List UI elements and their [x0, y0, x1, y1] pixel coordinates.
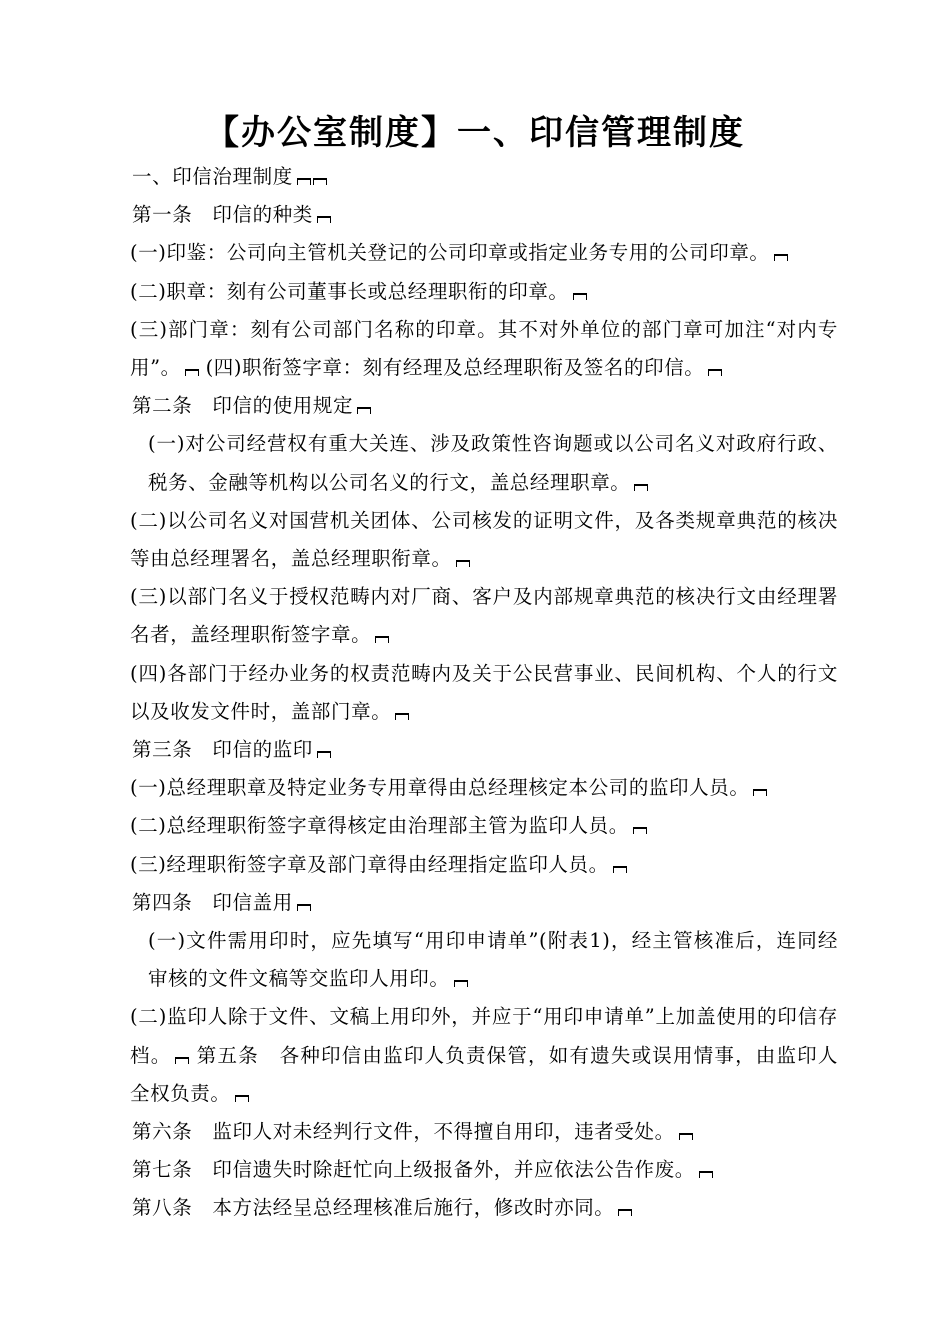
paragraph-mark-icon — [699, 1171, 713, 1178]
paragraph-mark-icon — [297, 178, 311, 185]
paragraph-mark-icon — [357, 407, 371, 414]
document-paragraph — [116, 998, 838, 1113]
paragraph-text: (三)部门章：刻有公司部门名称的印章。其不对外单位的部门章可加注“对内专用”。 — [130, 317, 838, 380]
paragraph-text: (四)职衔签字章：刻有经理及总经理职衔及签名的印信。 — [198, 356, 705, 380]
paragraph-mark-icon — [774, 254, 788, 261]
paragraph-text: 第八条 本方法经呈总经理核准后施行，修改时亦同。 — [132, 1196, 615, 1220]
paragraph-mark-icon — [679, 1133, 693, 1140]
document-title: 【办公室制度】一、印信管理制度 — [205, 113, 745, 153]
paragraph-mark-icon — [456, 560, 470, 567]
paragraph-mark-icon — [633, 827, 647, 834]
document-paragraph — [116, 1189, 838, 1227]
paragraph-mark-icon — [235, 1095, 249, 1102]
document-paragraph — [116, 846, 838, 884]
paragraph-mark-icon — [395, 713, 409, 720]
paragraph-text: 第五条 各种印信由监印人负责保管，如有遗失或误用情事，由监印人全权负责。 — [130, 1043, 838, 1105]
paragraph-mark-icon — [185, 369, 199, 376]
paragraph-text: (四)各部门于经办业务的权责范畴内及关于公民营事业、民间机构、个人的行文以及收发文件时，盖部门章。 — [130, 661, 838, 723]
paragraph-mark-icon — [317, 216, 331, 223]
document-paragraph — [116, 578, 838, 654]
document-paragraph — [116, 807, 838, 845]
paragraph-mark-icon — [175, 1057, 189, 1064]
paragraph-mark-icon — [613, 866, 627, 873]
paragraph-mark-icon — [317, 751, 331, 758]
document-paragraph — [116, 387, 838, 425]
paragraph-text: 第三条 印信的监印 — [132, 738, 313, 762]
paragraph-text: (三)以部门名义于授权范畴内对厂商、客户及内部规章典范的核决行文由经理署名者，盖经理职衔签字章。 — [130, 585, 838, 647]
document-paragraph — [116, 884, 838, 922]
document-paragraph — [116, 234, 838, 272]
paragraph-mark-icon — [313, 178, 327, 185]
paragraph-text: 一、印信治理制度 — [132, 165, 293, 188]
document-paragraph — [116, 1113, 838, 1151]
document-paragraph — [116, 731, 838, 769]
paragraph-mark-icon — [708, 369, 722, 376]
paragraph-text: (二)监印人除于文件、文稿上用印外，并应于“用印申请单”上加盖使用的印信存档。 — [130, 1005, 838, 1067]
paragraph-text: 第一条 印信的种类 — [132, 203, 313, 227]
document-paragraph — [116, 158, 838, 196]
paragraph-text: 第七条 印信遗失时除赶忙向上级报备外，并应依法公告作废。 — [132, 1158, 695, 1182]
document-paragraph — [116, 196, 838, 234]
document-paragraph — [116, 502, 838, 578]
paragraph-text: (二)以公司名义对国营机关团体、公司核发的证明文件，及各类规章典范的核决等由总经理署名，盖总经理职衔章。 — [130, 508, 838, 571]
paragraph-text: (一)总经理职章及特定业务专用章得由总经理核定本公司的监印人员。 — [130, 776, 750, 800]
paragraph-mark-icon — [618, 1209, 632, 1216]
document-paragraph — [116, 769, 838, 807]
document-body — [116, 158, 838, 1228]
document-paragraph — [116, 425, 838, 501]
paragraph-text: (一)文件需用印时，应先填写“用印申请单”(附表1)，经主管核准后，连同经审核的文件文稿等交监印人用印。 — [148, 929, 838, 991]
paragraph-mark-icon — [573, 293, 587, 300]
paragraph-mark-icon — [375, 636, 389, 643]
document-paragraph — [116, 273, 838, 311]
paragraph-mark-icon — [634, 484, 648, 491]
document-paragraph — [116, 311, 838, 387]
paragraph-text: (二)总经理职衔签字章得核定由治理部主管为监印人员。 — [130, 814, 629, 838]
paragraph-mark-icon — [753, 789, 767, 796]
paragraph-text: (三)经理职衔签字章及部门章得由经理指定监印人员。 — [130, 852, 609, 876]
paragraph-mark-icon — [454, 980, 468, 987]
paragraph-text: (二)职章：刻有公司董事长或总经理职衔的印章。 — [130, 279, 569, 303]
document-paragraph — [116, 922, 838, 998]
paragraph-text: 第二条 印信的使用规定 — [132, 394, 354, 418]
paragraph-text: (一)印鉴：公司向主管机关登记的公司印章或指定业务专用的公司印章。 — [130, 241, 770, 265]
document-paragraph — [116, 655, 838, 731]
paragraph-text: 第四条 印信盖用 — [132, 890, 293, 914]
paragraph-mark-icon — [297, 904, 311, 911]
paragraph-text: (一)对公司经营权有重大关连、涉及政策性咨询题或以公司名义对政府行政、税务、金融等机构以公司名义的行文，盖总经理职章。 — [148, 432, 838, 494]
paragraph-text: 第六条 监印人对未经判行文件，不得擅自用印，违者受处。 — [132, 1120, 675, 1144]
document-paragraph — [116, 1151, 838, 1189]
